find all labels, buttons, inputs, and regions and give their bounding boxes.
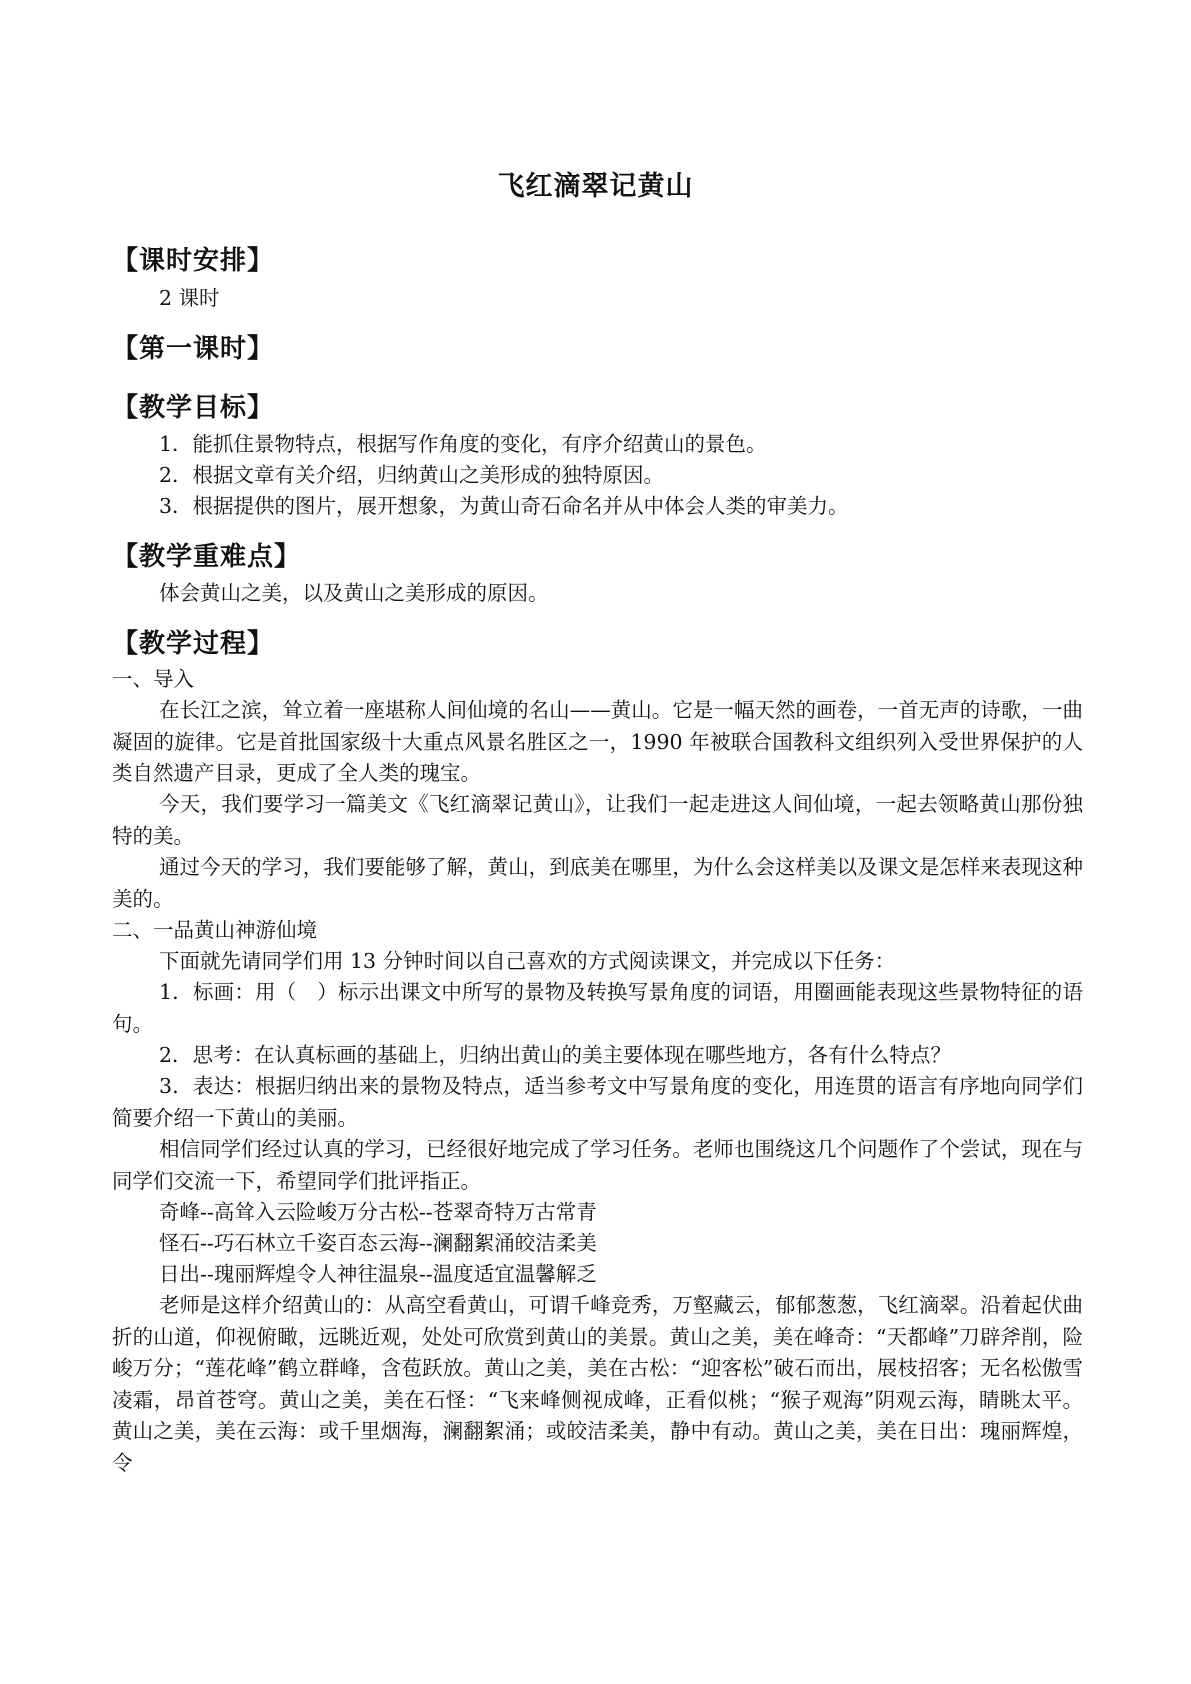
goal-item: 3．根据提供的图片，展开想象，为黄山奇石命名并从中体会人类的审美力。	[159, 494, 849, 518]
part2-title: 二、一品黄山神游仙境	[112, 918, 317, 942]
part1-paragraph: 通过今天的学习，我们要能够了解，黄山，到底美在哪里，为什么会这样美以及课文是怎样来表现这种美的。	[112, 855, 1083, 911]
heading-goals: 【教学目标】	[112, 393, 275, 423]
schedule-value: 2 课时	[159, 286, 220, 310]
document-title: 飞红滴翠记黄山	[497, 171, 694, 202]
task-item: 2．思考：在认真标画的基础上，归纳出黄山的美主要体现在哪些地方，各有什么特点？	[159, 1043, 952, 1067]
heading-key-points: 【教学重难点】	[112, 542, 302, 572]
goal-item: 1．能抓住景物特点，根据写作角度的变化，有序介绍黄山的景色。	[159, 432, 767, 456]
heading-process: 【教学过程】	[112, 629, 275, 659]
teacher-intro-paragraph: 老师是这样介绍黄山的：从高空看黄山，可谓千峰竞秀，万壑藏云，郁郁葱葱，飞红滴翠。沿着起伏曲折的山道，仰视俯瞰，远眺近观，处处可欣赏到黄山的美景。黄山之美，美在峰奇：“天都峰”刀辟斧削，险峻万分；“莲花峰”鹤立群峰，含苞跃放。黄山之美，美在古松：“迎客松”破石而出，展枝招客；无名松傲雪凌霜，昂首苍穹。黄山之美，美在石怪：“飞来峰侧视成峰，正看似桃；“猴子观海”阴观云海，睛眺太平。黄山之美，美在云海：或千里烟海，澜翻絮涌；或皎洁柔美，静中有动。黄山之美，美在日出：瑰丽辉煌，令	[112, 1293, 1083, 1475]
heading-schedule: 【课时安排】	[112, 246, 275, 276]
summary-line: 日出--瑰丽辉煌令人神往温泉--温度适宜温馨解乏	[159, 1262, 597, 1286]
part1-title: 一、导入	[112, 667, 194, 691]
summary-line: 怪石--巧石林立千姿百态云海--澜翻絮涌皎洁柔美	[159, 1231, 597, 1255]
part1-paragraph: 今天，我们要学习一篇美文《飞红滴翠记黄山》，让我们一起走进这人间仙境，一起去领略黄山那份独特的美。	[112, 792, 1083, 848]
key-points-text: 体会黄山之美，以及黄山之美形成的原因。	[159, 581, 549, 605]
goal-item: 2．根据文章有关介绍，归纳黄山之美形成的独特原因。	[159, 463, 665, 487]
part2-intro: 下面就先请同学们用 13 分钟时间以自己喜欢的方式阅读课文，并完成以下任务：	[159, 949, 896, 973]
transition-paragraph: 相信同学们经过认真的学习，已经很好地完成了学习任务。老师也围绕这几个问题作了个尝试，现在与同学们交流一下，希望同学们批评指正。	[112, 1137, 1083, 1193]
summary-line: 奇峰--高耸入云险峻万分古松--苍翠奇特万古常青	[159, 1200, 597, 1224]
task-item: 1．标画：用（ ）标示出课文中所写的景物及转换写景角度的词语，用圈画能表现这些景物特征的语句。	[112, 980, 1083, 1036]
heading-first-lesson: 【第一课时】	[112, 334, 275, 364]
task-item: 3．表达：根据归纳出来的景物及特点，适当参考文中写景角度的变化，用连贯的语言有序地向同学们简要介绍一下黄山的美丽。	[112, 1074, 1083, 1130]
part1-paragraph: 在长江之滨，耸立着一座堪称人间仙境的名山——黄山。它是一幅天然的画卷，一首无声的诗歌，一曲凝固的旋律。它是首批国家级十大重点风景名胜区之一，1990 年被联合国教科文组织列入受世界保护的人类自然遗产目录，更成了全人类的瑰宝。	[112, 698, 1083, 785]
